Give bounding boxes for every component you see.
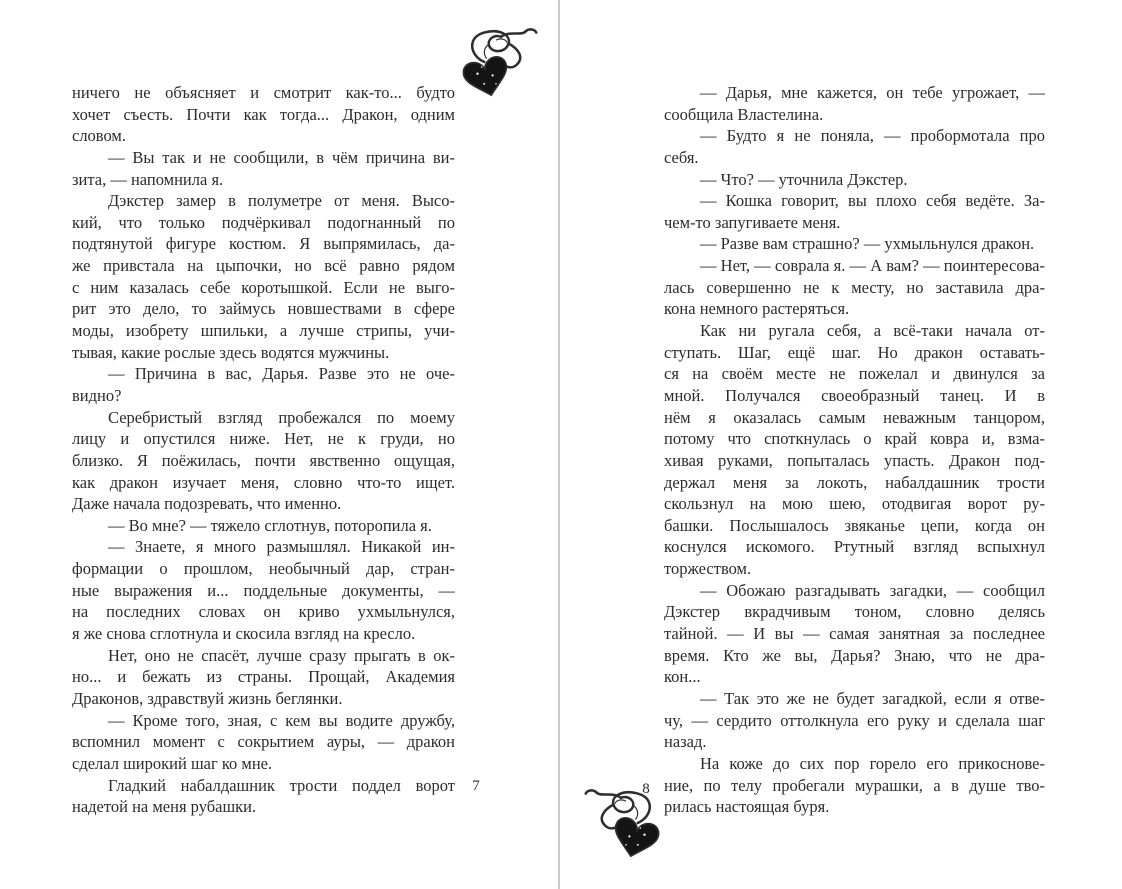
text-line: — Знаете, я много размышлял. Никакой ин-: [108, 537, 455, 557]
text-line: Дэкстер вкрадчивым тоном, словно делясь: [664, 602, 1045, 622]
text-line: рилась настоящая буря.: [664, 797, 830, 817]
text-line: на последних словах он криво ухмыльнулся,: [72, 602, 455, 622]
text-line: же привстала на цыпочки, но всё равно рядом: [72, 256, 455, 276]
text-line: — Разве вам страшно? — ухмыльнулся дракон.: [700, 234, 1035, 254]
text-line: кий, что только подчёркивал подогнанный по: [72, 212, 455, 232]
text-line: формации о прошлом, необычный дар, стран-: [72, 559, 455, 579]
text-line: назад.: [664, 732, 707, 752]
text-line: башки. Послышалось звяканье цепи, когда он: [664, 515, 1045, 535]
text-line: хивая руками, попыталась упасть. Дракон под-: [664, 450, 1045, 470]
snake-heart-icon: [459, 25, 543, 109]
text-line: но... и бежать из страны. Прощай, Академия: [72, 667, 455, 687]
text-line: — Кошка говорит, вы плохо себя ведёте. За-: [700, 191, 1045, 211]
text-line: — Дарья, мне кажется, он тебе угрожает, —: [700, 83, 1045, 102]
text-line: потому что споткнулась о край ковра и, взма-: [664, 429, 1045, 449]
left-page-text: [72, 82, 455, 818]
page-gutter-divider: [558, 0, 560, 889]
page-number-right: 8: [642, 781, 650, 797]
text-line: коснулся искомого. Ртутный взгляд вспыхнул: [664, 537, 1045, 557]
text-line: — Так это же не будет загадкой, если я отве-: [700, 688, 1045, 708]
text-line: — Обожаю разгадывать загадки, — сообщил: [700, 580, 1045, 600]
text-line: ступать. Шаг, ещё шаг. Но дракон оставать-: [664, 342, 1045, 362]
text-line: ся на своём месте не пожелал и двинулся за: [664, 364, 1045, 384]
text-line: держал меня за локоть, набалдашник трости: [664, 472, 1045, 492]
text-line: скользнул на мою шею, отодвигая ворот ру-: [664, 494, 1045, 514]
text-line: Гладкий набалдашник трости поддел ворот: [108, 775, 455, 795]
text-line: нём я оказалась самым неважным танцором,: [664, 407, 1045, 427]
text-line: — Нет, — соврала я. — А вам? — поинтересова-: [700, 256, 1045, 276]
text-line: На коже до сих пор горело его прикоснове-: [700, 753, 1045, 773]
text-line: лась совершенно не к месту, но заставила дра-: [664, 277, 1045, 297]
text-line: сделал широкий шаг ко мне.: [72, 753, 273, 773]
text-line: — Причина в вас, Дарья. Разве это не оче-: [108, 364, 455, 384]
text-line: рит это дело, то займусь новшествами в сфере: [72, 299, 455, 319]
text-line: — Кроме того, зная, с кем вы водите дружбу,: [108, 710, 455, 730]
text-line: сообщила Властелина.: [664, 104, 824, 124]
text-line: Дэкстер замер в полуметре от меня. Высо-: [108, 191, 455, 211]
text-line: ничего не объясняет и смотрит как-то... будто: [72, 83, 455, 102]
text-line: видно?: [72, 385, 122, 405]
text-line: кона немного растеряться.: [664, 299, 850, 319]
text-line: мной. Получался своеобразный танец. И в: [664, 385, 1045, 405]
text-line: — Во мне? — тяжело сглотнув, поторопила я.: [108, 515, 432, 535]
text-line: как дракон изучает меня, словно что-то ищет.: [72, 472, 455, 492]
text-line: тывая, какие рослые здесь водятся мужчины.: [72, 342, 390, 362]
text-line: моды, изобрету шпильки, а лучше стрипы, учи-: [72, 321, 455, 341]
text-line: — Будто я не поняла, — пробормотала про: [700, 126, 1045, 146]
page-number-left: 7: [472, 778, 480, 794]
text-line: кон...: [664, 667, 701, 687]
text-line: словом.: [72, 126, 126, 146]
text-line: я же снова сглотнула и скосила взгляд на кресло.: [72, 624, 416, 644]
text-line: вспомнил момент с сокрытием ауры, — дракон: [72, 732, 455, 752]
text-line: Драконов, здравствуй жизнь беглянки.: [72, 688, 343, 708]
text-line: Даже начала подозревать, что именно.: [72, 494, 342, 514]
text-line: время. Кто же вы, Дарья? Знаю, что не дра-: [664, 645, 1045, 665]
text-line: подтянутой фигуре костюм. Я выпрямилась, да-: [72, 234, 455, 254]
text-line: торжеством.: [664, 559, 752, 579]
text-line: хочет съесть. Почти как тогда... Дракон, одним: [72, 104, 455, 124]
text-line: Нет, оно не спасёт, лучше сразу прыгать в ок-: [108, 645, 455, 665]
text-line: надетой на меня рубашки.: [72, 797, 257, 817]
text-line: ние, по телу пробегали мурашки, а в душе тво-: [664, 775, 1045, 795]
text-line: зита, — напомнила я.: [72, 169, 224, 189]
text-line: лицу и опустился ниже. Нет, не к груди, но: [72, 429, 455, 449]
text-line: — Вы так и не сообщили, в чём причина ви-: [108, 147, 455, 167]
text-line: Серебристый взгляд пробежался по моему: [108, 407, 455, 427]
text-line: Как ни ругала себя, а всё-таки начала от-: [700, 321, 1045, 341]
text-line: ные выражения и... поддельные документы, —: [72, 580, 455, 600]
right-page-text: [664, 82, 1045, 818]
text-line: чем-то запугиваете меня.: [664, 212, 841, 232]
snake-heart-ornament: [459, 25, 543, 109]
text-line: с ним казалась себе коротышкой. Если не выго-: [72, 277, 455, 297]
text-line: близко. Я поёжилась, почти явственно ощущая,: [72, 450, 455, 470]
text-line: — Что? — уточнила Дэкстер.: [700, 169, 908, 189]
text-line: тайной. — И вы — самая занятная за последнее: [664, 624, 1045, 644]
text-line: чу, — сердито оттолкнула его руку и сделала шаг: [664, 710, 1045, 730]
text-line: себя.: [664, 147, 699, 167]
